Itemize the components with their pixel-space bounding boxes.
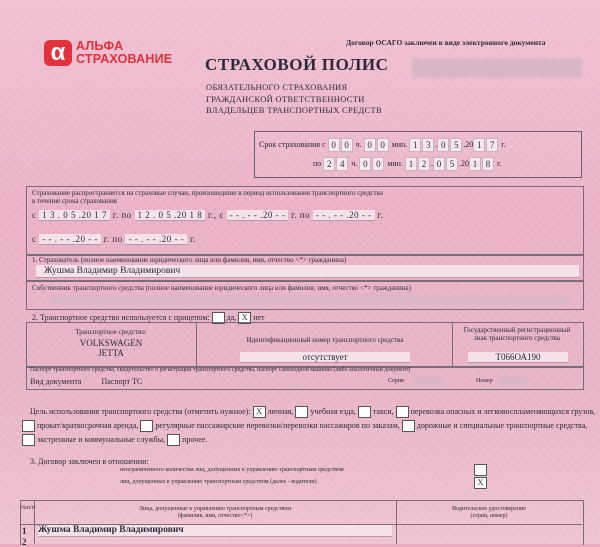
logo-line-1: АЛЬФА bbox=[76, 39, 124, 53]
purpose-emergency-checkbox[interactable] bbox=[22, 434, 35, 446]
contract-unlimited-checkbox[interactable] bbox=[474, 464, 487, 476]
driver-row-1-name: Жушма Владимир Владимирович bbox=[38, 525, 392, 537]
driver-row-1-num: 1 bbox=[22, 526, 27, 536]
subtitle-line-3: ВЛАДЕЛЬЦЕВ ТРАНСПОРТНЫХ СРЕДСТВ bbox=[206, 105, 383, 115]
electronic-contract-note: Договор ОСАГО заключен в виде электронного документа bbox=[346, 38, 546, 47]
vehicle-vin: отсутствует bbox=[240, 352, 410, 363]
purpose-dangerous-cargo-checkbox[interactable] bbox=[396, 406, 409, 418]
purpose-personal-checkbox[interactable]: X bbox=[253, 406, 266, 418]
document-number-label: Номер bbox=[476, 378, 493, 384]
subtitle-line-2: ГРАЖДАНСКОЙ ОТВЕТСТВЕННОСТИ bbox=[206, 93, 365, 104]
policy-subtitle bbox=[206, 82, 382, 117]
alfa-logo-icon: α bbox=[44, 40, 72, 66]
logo-line-2: СТРАХОВАНИЕ bbox=[76, 52, 173, 66]
vehicle-col-2-header: Идентификационный номер транспортного средства bbox=[246, 336, 404, 344]
vehicle-col-1-header: Транспортное средство: bbox=[75, 328, 147, 336]
usage-period-row-2: с - - . - - .20 - - г. по - - . - - .20 - - г. bbox=[32, 234, 196, 244]
trailer-no-checkbox[interactable]: X bbox=[238, 312, 251, 324]
contract-option-unlimited: неограниченного количества лиц, допущенных к управлению транспортным средством bbox=[120, 467, 344, 473]
policy-title: СТРАХОВОЙ ПОЛИС bbox=[205, 55, 389, 74]
drivers-col-num: №п/п bbox=[21, 505, 35, 511]
contract-label: 3. Договор заключен в отношении: bbox=[30, 457, 149, 466]
purpose-other-checkbox[interactable] bbox=[167, 434, 180, 446]
contract-limited-checkbox[interactable]: X bbox=[474, 477, 487, 489]
owner-label: Собственник транспортного средства (полное наименование юридического лица или фамилия, имя, отчество <*> гражданина) bbox=[32, 284, 411, 292]
vehicle-make-model bbox=[36, 338, 186, 358]
purpose-taxi-checkbox[interactable] bbox=[358, 406, 371, 418]
insurer-label: 1. Страхователь (полное наименование юридического лица или фамилия, имя, отчество <*> гражданина) bbox=[32, 256, 347, 264]
vehicle-col-divider-1 bbox=[196, 322, 197, 366]
vehicle-plate: Т066ОА190 bbox=[468, 352, 568, 363]
purpose-special-vehicle-checkbox[interactable] bbox=[402, 420, 415, 432]
document-label: Паспорт транспортного средства, свидетельство о регистрации транспортного средства, паспорт самоходной машины (либо аналогичный документ) bbox=[30, 367, 411, 373]
drivers-col-name: Лица, допущенные к управлению транспортным средством (фамилия, имя, отчество<*>) bbox=[138, 506, 291, 519]
term-from-row: Срок страхования с 0 0 ч. 0 0 мин. 1 3 . 0 5 .20 1 7 г. bbox=[259, 139, 506, 150]
insurer-value: Жушма Владимир Владимирович bbox=[36, 265, 579, 278]
purpose-passenger-checkbox[interactable] bbox=[140, 420, 153, 432]
subtitle-line-1: ОБЯЗАТЕЛЬНОГО СТРАХОВАНИЯ bbox=[206, 82, 348, 92]
purpose-rental-checkbox[interactable] bbox=[22, 420, 35, 432]
contract-option-limited: лиц, допущенных к управлению транспортным средством (далее - водители) bbox=[120, 479, 317, 485]
usage-period-text: Страхование распространяется на страховые случаи, произошедшие в период использования транспортного средства bbox=[32, 189, 383, 197]
driver-row-2-num: 2 bbox=[22, 537, 27, 547]
usage-period-text-2: в течение срока страхования bbox=[32, 197, 117, 205]
redacted-series bbox=[414, 377, 444, 385]
drivers-col-license: Водительское удостоверение (серия, номер) bbox=[452, 506, 526, 519]
purpose-row-3: экстренные и коммунальные службы, прочее. bbox=[22, 434, 207, 446]
redacted-number bbox=[500, 377, 528, 385]
vehicle-col-3-header: Государственный регистрационный знак транспортного средства bbox=[463, 326, 571, 342]
purpose-row-2: прокат/краткосрочная аренда, регулярные пассажирские перевозки/перевозки пассажиров по заказам, дорожные и специальные транспортные средства, bbox=[22, 420, 587, 432]
company-logo-text bbox=[76, 40, 172, 66]
drivers-col-divider-2 bbox=[396, 500, 397, 544]
document-kind-row: Вид документа Паспорт ТС bbox=[30, 377, 143, 386]
document-series-label: Серия bbox=[388, 378, 404, 384]
vehicle-model: JETTA bbox=[98, 348, 124, 358]
term-to-row: по 2 4 ч. 0 0 мин. 1 2 . 0 5 .20 1 8 г. bbox=[313, 158, 502, 169]
purpose-row-1: Цель использования транспортного средства (отметить нужное): X личная, учебная езда, такси, перевозка опасных и легковоспламеняющихся грузов, bbox=[30, 406, 596, 416]
purpose-training-checkbox[interactable] bbox=[295, 406, 308, 418]
vehicle-col-divider-2 bbox=[452, 322, 453, 366]
usage-period-row-1: с 1 3 . 0 5 .20 1 7 г. по 1 2 . 0 5 .20 1 8 г., с - - . - - .20 - - г. по - - . - - .20 - - г. bbox=[32, 210, 384, 220]
vehicle-make: VOLKSWAGEN bbox=[79, 338, 143, 348]
redacted-policy-number bbox=[412, 58, 582, 78]
redacted-owner bbox=[50, 295, 570, 305]
trailer-row: 2. Транспортное средство используется с прицепом: да, X нет bbox=[32, 312, 265, 322]
